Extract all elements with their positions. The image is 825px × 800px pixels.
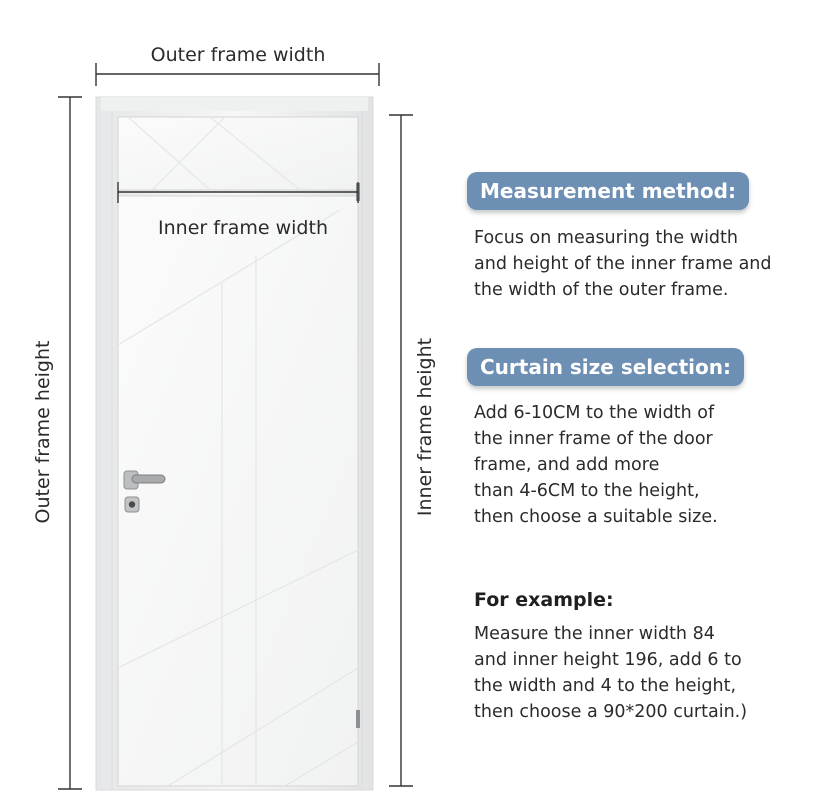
- measurement-method-line: and height of the inner frame and: [474, 254, 772, 274]
- curtain-size-selection-text: [474, 400, 819, 530]
- outer-height-dimension-line: [58, 97, 82, 789]
- inner-frame-height-label: Inner frame height: [414, 337, 436, 517]
- outer-frame-height-label: Outer frame height: [32, 340, 54, 524]
- example-line: the width and 4 to the height,: [474, 676, 737, 696]
- example-line: and inner height 196, add 6 to: [474, 650, 742, 670]
- measurement-method-text: [474, 225, 819, 303]
- curtain-size-line: then choose a suitable size.: [474, 507, 718, 527]
- example-line: Measure the inner width 84: [474, 624, 715, 644]
- measurement-method-line: Focus on measuring the width: [474, 228, 738, 248]
- curtain-size-line: than 4-6CM to the height,: [474, 481, 700, 501]
- door-leaf: [118, 196, 358, 786]
- door-lock-icon: [125, 497, 139, 512]
- outer-width-dimension-line: [96, 63, 379, 86]
- example-line: then choose a 90*200 curtain.): [474, 702, 748, 722]
- inner-height-dimension-line: [389, 115, 413, 786]
- curtain-size-selection-badge: Curtain size selection:: [467, 348, 744, 386]
- example-text: [474, 621, 819, 725]
- curtain-size-line: Add 6-10CM to the width of: [474, 403, 715, 423]
- for-example-heading: For example:: [474, 589, 614, 611]
- curtain-size-line: the inner frame of the door: [474, 429, 713, 449]
- inner-frame-width-label: Inner frame width: [158, 217, 328, 239]
- outer-frame-width-label: Outer frame width: [150, 44, 326, 66]
- door-transom: [118, 117, 358, 190]
- curtain-size-line: frame, and add more: [474, 455, 660, 475]
- measurement-method-badge: Measurement method:: [467, 172, 749, 210]
- measurement-method-line: the width of the outer frame.: [474, 280, 729, 300]
